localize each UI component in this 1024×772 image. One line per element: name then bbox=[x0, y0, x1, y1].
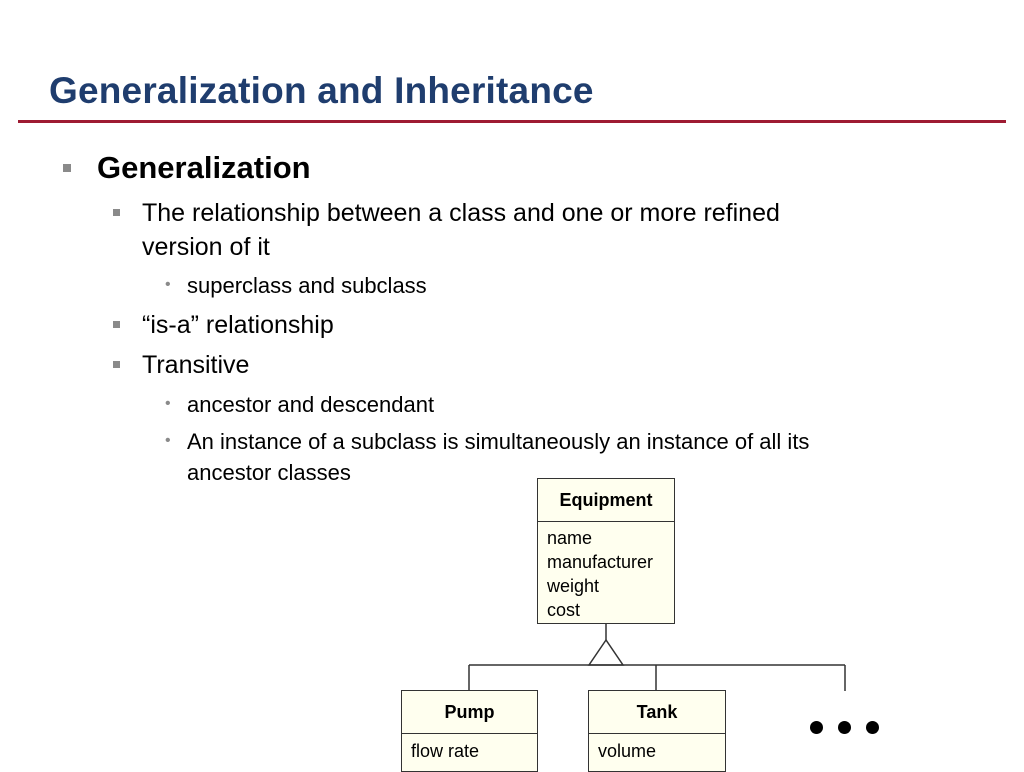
slide-title: Generalization and Inheritance bbox=[49, 70, 594, 111]
attribute: cost bbox=[547, 600, 581, 620]
bullet-relationship-line2: version of it bbox=[142, 233, 270, 261]
title-divider bbox=[18, 120, 1006, 123]
square-bullet-icon bbox=[113, 361, 120, 368]
attribute: name bbox=[547, 528, 593, 548]
class-name: Equipment bbox=[538, 479, 674, 522]
bullet-transitive: Transitive bbox=[142, 351, 250, 379]
attribute: weight bbox=[547, 576, 600, 596]
square-bullet-icon bbox=[63, 164, 71, 172]
class-tank bbox=[588, 690, 726, 772]
bullet-instance-line2: ancestor classes bbox=[187, 460, 351, 485]
bullet-superclass-subclass: superclass and subclass bbox=[187, 273, 427, 298]
attribute: volume bbox=[598, 741, 657, 761]
class-equipment bbox=[537, 478, 675, 624]
generalization-triangle-icon bbox=[589, 640, 623, 665]
bullet-ancestor-descendant: ancestor and descendant bbox=[187, 392, 435, 417]
class-attributes bbox=[402, 734, 537, 763]
bullet-generalization: Generalization bbox=[97, 150, 311, 185]
bullet-instance-line1: An instance of a subclass is simultaneously an instance of all its bbox=[187, 429, 810, 454]
dot-bullet-icon: • bbox=[165, 395, 171, 412]
class-attributes bbox=[538, 522, 674, 622]
class-name: Tank bbox=[589, 691, 725, 734]
square-bullet-icon bbox=[113, 209, 120, 216]
attribute: manufacturer bbox=[547, 552, 654, 572]
square-bullet-icon bbox=[113, 321, 120, 328]
class-name: Pump bbox=[402, 691, 537, 734]
dot-bullet-icon: • bbox=[165, 432, 171, 449]
class-attributes bbox=[589, 734, 725, 763]
class-pump bbox=[401, 690, 538, 772]
dot-bullet-icon: • bbox=[165, 276, 171, 293]
bullet-relationship-line1: The relationship between a class and one or more refined bbox=[142, 199, 780, 227]
attribute: flow rate bbox=[411, 741, 480, 761]
bullet-is-a: “is-a” relationship bbox=[142, 311, 334, 339]
